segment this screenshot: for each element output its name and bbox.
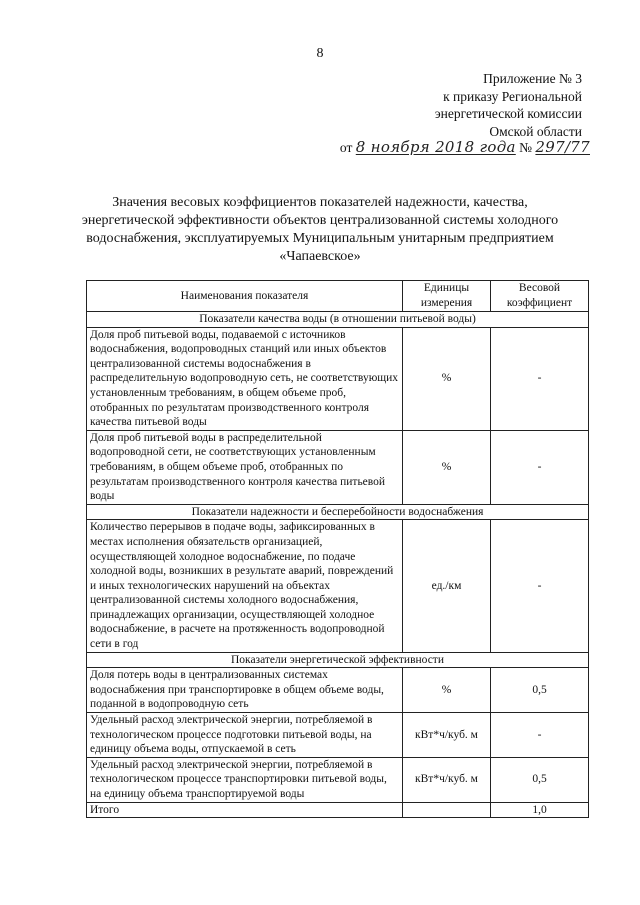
indicator-unit: ед./км bbox=[403, 520, 491, 652]
indicator-coef: 0,5 bbox=[491, 757, 589, 802]
order-reference bbox=[340, 138, 590, 156]
indicator-coef: - bbox=[491, 430, 589, 504]
appendix-line: к приказу Региональной bbox=[443, 88, 582, 104]
indicator-name: Доля проб питьевой воды в распределительной водопроводной сети, не соответствующих установленным требованиям, в общем объеме проб, отобранных по результатам производственного контроля качества питьевой воды bbox=[87, 430, 403, 504]
appendix-line: энергетической комиссии bbox=[434, 106, 582, 121]
indicator-coef: - bbox=[491, 520, 589, 652]
appendix-block bbox=[435, 70, 582, 140]
order-number-handwritten: 297/77 bbox=[535, 138, 590, 156]
indicator-name: Количество перерывов в подаче воды, зафиксированных в местах исполнения обязательств организацией, осуществляющей холодное водоснабжение, по подаче холодной воды, возникших в результате аварий, повреждений и иных технологических нарушений на объектах централизованной системы холодного водоснабжения, принадлежащих организации, осуществляющей холодное водоснабжение, в расчете на протяженность водопроводной сети в год bbox=[87, 520, 403, 652]
total-unit bbox=[403, 802, 491, 818]
total-row bbox=[87, 802, 589, 818]
indicator-coef: - bbox=[491, 713, 589, 758]
table-row bbox=[87, 430, 589, 504]
indicator-unit: % bbox=[403, 668, 491, 713]
coefficients-table bbox=[86, 280, 589, 818]
indicator-name: Удельный расход электрической энергии, потребляемой в технологическом процессе подготовки питьевой воды, на единицу объема воды, отпускаемой в сеть bbox=[87, 713, 403, 758]
order-prefix: от bbox=[339, 140, 353, 155]
document-title: Значения весовых коэффициентов показателей надежности, качества, энергетической эффективности объектов централизованной системы холодного водоснабжения, эксплуатируемых Муниципальным унитарным предприятием «Чапаевское» bbox=[81, 195, 559, 264]
indicator-unit: кВт*ч/куб. м bbox=[403, 713, 491, 758]
indicator-unit: % bbox=[403, 327, 491, 430]
appendix-line: Омской области bbox=[489, 123, 582, 139]
indicator-coef: 0,5 bbox=[491, 668, 589, 713]
indicator-unit: % bbox=[403, 430, 491, 504]
table-row bbox=[87, 668, 589, 713]
section-header-row bbox=[87, 312, 589, 328]
order-date-handwritten: 8 ноября 2018 года bbox=[355, 138, 516, 156]
appendix-line: Приложение № 3 bbox=[483, 71, 582, 86]
total-coef: 1,0 bbox=[491, 802, 589, 818]
header-unit: Единицы измерения bbox=[403, 281, 491, 312]
page-number: 8 bbox=[316, 46, 324, 61]
table-row bbox=[87, 713, 589, 758]
indicator-name: Удельный расход электрической энергии, потребляемой в технологическом процессе транспортировки питьевой воды, на единицу объема транспортируемой воды bbox=[87, 757, 403, 802]
indicator-unit: кВт*ч/куб. м bbox=[403, 757, 491, 802]
header-name: Наименования показателя bbox=[87, 281, 403, 312]
header-coef: Весовой коэффициент bbox=[491, 281, 589, 312]
indicator-coef: - bbox=[491, 327, 589, 430]
total-label: Итого bbox=[87, 802, 403, 818]
section-header-row bbox=[87, 652, 589, 668]
section-header-row bbox=[87, 504, 589, 520]
section-title: Показатели энергетической эффективности bbox=[87, 652, 589, 668]
table-row bbox=[87, 520, 589, 652]
number-sign: № bbox=[519, 140, 533, 155]
indicator-name: Доля потерь воды в централизованных системах водоснабжения при транспортировке в общем объеме воды, поданной в водопроводную сеть bbox=[87, 668, 403, 713]
table-row bbox=[87, 757, 589, 802]
section-title: Показатели качества воды (в отношении питьевой воды) bbox=[87, 312, 589, 328]
indicator-name: Доля проб питьевой воды, подаваемой с источников водоснабжения, водопроводных станций или иных объектов централизованной системы водоснабжения в распределительную водопроводную сеть, не соответствующих установленным требованиям, в общем объеме проб, отобранных по результатам производственного контроля качества питьевой воды bbox=[87, 327, 403, 430]
section-title: Показатели надежности и бесперебойности водоснабжения bbox=[87, 504, 589, 520]
table-row bbox=[87, 327, 589, 430]
table-header-row bbox=[87, 281, 589, 312]
